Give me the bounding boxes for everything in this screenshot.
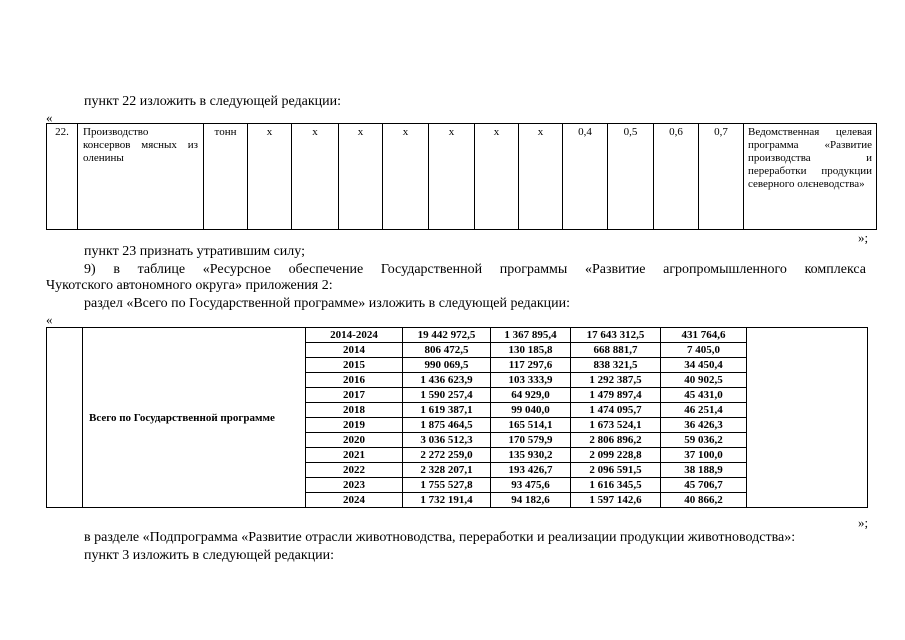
federal-cell: 135 930,2 — [491, 448, 571, 463]
period-cell: 2022 — [306, 463, 403, 478]
regional-cell: 1 474 095,7 — [571, 403, 661, 418]
regional-cell: 1 597 142,6 — [571, 493, 661, 508]
value-cell: х — [519, 124, 563, 230]
federal-cell: 64 929,0 — [491, 388, 571, 403]
paragraph-section: раздел «Всего по Государственной программе» изложить в следующей редакции: — [84, 296, 571, 311]
paragraph-9-line2: Чукотского автономного округа» приложения 2: — [46, 278, 333, 293]
regional-cell: 1 479 897,4 — [571, 388, 661, 403]
period-cell: 2016 — [306, 373, 403, 388]
resources-table — [46, 327, 868, 508]
total-cell: 1 619 387,1 — [403, 403, 491, 418]
federal-cell: 170 579,9 — [491, 433, 571, 448]
period-cell: 2018 — [306, 403, 403, 418]
total-cell: 806 472,5 — [403, 343, 491, 358]
value-cell: х — [383, 124, 429, 230]
other-cell: 38 188,9 — [661, 463, 747, 478]
value-cell: 0,6 — [654, 124, 699, 230]
paragraph-item-22: пункт 22 изложить в следующей редакции: — [84, 94, 341, 109]
paragraph-item-23: пункт 23 признать утратившим силу; — [84, 244, 305, 259]
paragraph-subprogram: в разделе «Подпрограмма «Развитие отрасли животноводства, переработки и реализации продукции животноводства»: — [84, 530, 796, 545]
period-cell: 2017 — [306, 388, 403, 403]
federal-cell: 93 475,6 — [491, 478, 571, 493]
total-cell: 3 036 512,3 — [403, 433, 491, 448]
value-cell: х — [248, 124, 292, 230]
total-cell: 1 755 527,8 — [403, 478, 491, 493]
other-cell: 7 405,0 — [661, 343, 747, 358]
period-cell: 2023 — [306, 478, 403, 493]
resources-table-body — [47, 328, 868, 508]
federal-cell: 130 185,8 — [491, 343, 571, 358]
other-cell: 40 902,5 — [661, 373, 747, 388]
federal-cell: 117 297,6 — [491, 358, 571, 373]
value-cell: 0,7 — [699, 124, 744, 230]
regional-cell: 2 096 591,5 — [571, 463, 661, 478]
period-cell: 2021 — [306, 448, 403, 463]
regional-cell: 1 673 524,1 — [571, 418, 661, 433]
period-cell: 2014-2024 — [306, 328, 403, 343]
period-cell: 2020 — [306, 433, 403, 448]
value-cell: 0,4 — [563, 124, 608, 230]
value-cell: 0,5 — [608, 124, 654, 230]
regional-cell: 2 099 228,8 — [571, 448, 661, 463]
program-note: Ведомственная целевая программа «Развитие производства и переработки продукции северного олєневодства» — [744, 124, 877, 230]
total-cell: 2 272 259,0 — [403, 448, 491, 463]
other-cell: 34 450,4 — [661, 358, 747, 373]
federal-cell: 99 040,0 — [491, 403, 571, 418]
other-cell: 59 036,2 — [661, 433, 747, 448]
total-cell: 1 875 464,5 — [403, 418, 491, 433]
value-cell: х — [292, 124, 339, 230]
empty-cell — [47, 328, 83, 508]
table-row — [47, 124, 877, 230]
regional-cell: 17 643 312,5 — [571, 328, 661, 343]
other-cell: 45 431,0 — [661, 388, 747, 403]
total-cell: 1 436 623,9 — [403, 373, 491, 388]
table-row — [47, 328, 868, 343]
regional-cell: 2 806 896,2 — [571, 433, 661, 448]
federal-cell: 193 426,7 — [491, 463, 571, 478]
total-cell: 19 442 972,5 — [403, 328, 491, 343]
regional-cell: 668 881,7 — [571, 343, 661, 358]
value-cell: х — [339, 124, 383, 230]
value-cell: х — [475, 124, 519, 230]
period-cell: 2014 — [306, 343, 403, 358]
close-quote: »; — [858, 230, 869, 245]
period-cell: 2019 — [306, 418, 403, 433]
total-cell: 990 069,5 — [403, 358, 491, 373]
value-cell: х — [429, 124, 475, 230]
open-quote: « — [46, 312, 53, 327]
federal-cell: 165 514,1 — [491, 418, 571, 433]
total-label: Всего по Государственной программе — [83, 328, 306, 508]
other-cell: 45 706,7 — [661, 478, 747, 493]
other-cell: 36 426,3 — [661, 418, 747, 433]
paragraph-9-line1: 9) в таблице «Ресурсное обеспечение Государственной программы «Развитие агропромышленного комплекса — [84, 262, 866, 277]
other-cell: 37 100,0 — [661, 448, 747, 463]
paragraph-item-3: пункт 3 изложить в следующей редакции: — [84, 548, 334, 563]
other-cell: 46 251,4 — [661, 403, 747, 418]
period-cell: 2024 — [306, 493, 403, 508]
period-cell: 2015 — [306, 358, 403, 373]
unit-cell: тонн — [204, 124, 248, 230]
row-number: 22. — [47, 124, 78, 230]
indicator-name: Производство консервов мясных из оленины — [78, 124, 204, 230]
federal-cell: 1 367 895,4 — [491, 328, 571, 343]
regional-cell: 838 321,5 — [571, 358, 661, 373]
other-cell: 40 866,2 — [661, 493, 747, 508]
close-quote: »; — [858, 515, 869, 530]
open-quote: « — [46, 110, 53, 125]
total-cell: 2 328 207,1 — [403, 463, 491, 478]
regional-cell: 1 292 387,5 — [571, 373, 661, 388]
other-cell: 431 764,6 — [661, 328, 747, 343]
regional-cell: 1 616 345,5 — [571, 478, 661, 493]
federal-cell: 103 333,9 — [491, 373, 571, 388]
empty-cell — [747, 328, 868, 508]
federal-cell: 94 182,6 — [491, 493, 571, 508]
indicator-table — [46, 123, 877, 230]
total-cell: 1 590 257,4 — [403, 388, 491, 403]
total-cell: 1 732 191,4 — [403, 493, 491, 508]
